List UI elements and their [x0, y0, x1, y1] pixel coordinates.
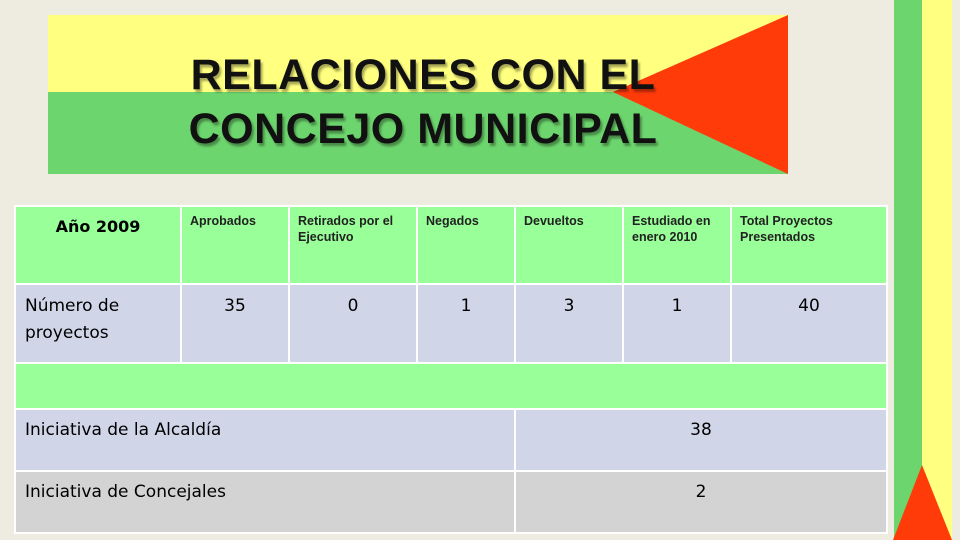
alcaldia-value: 38 — [515, 409, 887, 471]
title-line-1: RELACIONES CON EL — [190, 51, 656, 99]
projects-table — [14, 205, 888, 534]
page-title — [143, 48, 703, 156]
header-negados: Negados — [417, 206, 515, 284]
alcaldia-label: Iniciativa de la Alcaldía — [15, 409, 515, 471]
concejales-value: 2 — [515, 471, 887, 533]
numero-devueltos: 3 — [515, 284, 623, 363]
table-row-numero — [15, 284, 887, 363]
numero-aprobados: 35 — [181, 284, 289, 363]
table-header-row — [15, 206, 887, 284]
numero-label: Número de proyectos — [15, 284, 181, 363]
table-row-concejales — [15, 471, 887, 533]
spacer-cell — [15, 363, 887, 409]
header-year: Año 2009 — [15, 206, 181, 284]
header-aprobados: Aprobados — [181, 206, 289, 284]
header-total: Total Proyectos Presentados — [731, 206, 887, 284]
table-row-alcaldia — [15, 409, 887, 471]
title-line-2: CONCEJO MUNICIPAL — [188, 105, 658, 153]
title-banner — [48, 15, 788, 174]
table-spacer-row — [15, 363, 887, 409]
header-estudiado: Estudiado en enero 2010 — [623, 206, 731, 284]
numero-total: 40 — [731, 284, 887, 363]
concejales-label: Iniciativa de Concejales — [15, 471, 515, 533]
numero-estudiado: 1 — [623, 284, 731, 363]
numero-negados: 1 — [417, 284, 515, 363]
numero-retirados: 0 — [289, 284, 417, 363]
header-retirados: Retirados por el Ejecutivo — [289, 206, 417, 284]
header-devueltos: Devueltos — [515, 206, 623, 284]
